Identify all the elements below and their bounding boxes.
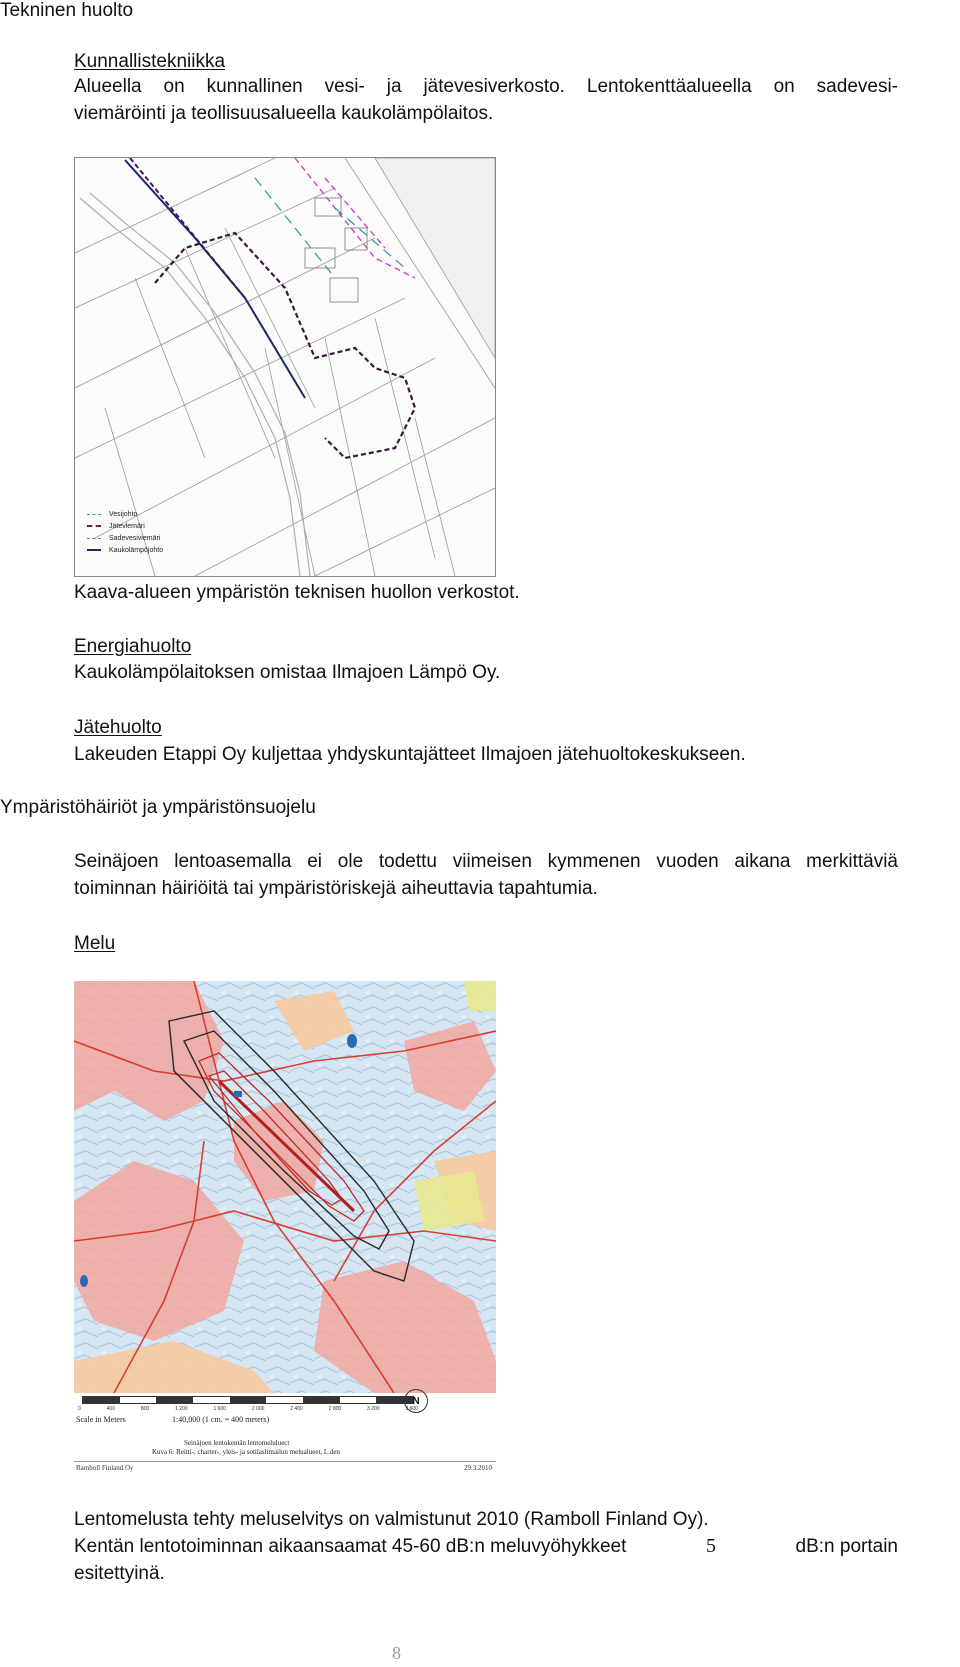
noise-map-company: Ramboll Finland Oy [76,1464,134,1472]
noise-map-drawing [74,981,496,1393]
scale-tick: 1 200 [175,1406,188,1412]
legend-label: Sadevesiviemäri [109,534,161,542]
scale-label: Scale in Meters [76,1415,126,1424]
scale-ticks [78,1406,418,1412]
legend-item-stormwater [87,532,207,544]
scale-tick: 2 800 [328,1406,342,1412]
energy-text: Kaukolämpölaitoksen omistaa Ilmajoen Lämpö Oy. [74,662,501,683]
subheading-kunnallistekniikka: Kunnallistekniikka [74,51,226,72]
legend-label: Vesijohto [109,510,138,518]
network-map-figure [74,157,496,577]
environment-text-line1: Seinäjoen lentoasemalla ei ole todettu viimeisen kymmenen vuoden aikana merkittäviä [74,851,898,872]
subheading-energiahuolto: Energiahuolto [74,636,192,657]
network-map-caption: Kaava-alueen ympäristön teknisen huollon verkostot. [74,582,520,603]
noise-text-line2 [74,1533,898,1560]
legend-swatch [87,514,101,515]
noise-text-line2-number: 5 [705,1535,716,1557]
legend-swatch [87,525,101,527]
scale-tick: 0 [78,1406,81,1412]
legend-item-district-heating [87,544,207,556]
legend-label: Jätevlemäri [109,522,145,530]
north-label: N [412,1395,420,1407]
legend-item-wastewater [87,520,207,532]
noise-text-line3: esitettyinä. [74,1563,165,1584]
network-map-legend [87,508,207,556]
page-number: 8 [392,1643,401,1663]
noise-map-footer [74,1393,496,1473]
north-arrow-icon [404,1389,428,1413]
legend-swatch [87,538,101,539]
noise-text-line2-c: dB:n portain [795,1536,898,1557]
subheading-jatehuolto: Jätehuolto [74,717,162,738]
heading-ymparistohairiot: Ympäristöhäiriöt ja ympäristönsuojelu [0,797,316,818]
scale-tick: 3 600 [405,1406,418,1412]
legend-label: Kaukolämpöjohto [109,546,164,554]
scale-bar [82,1396,414,1404]
scale-tick: 400 [106,1406,115,1412]
noise-map-title: Seinäjoen lentokentän lentomeluluect [184,1439,290,1447]
environment-text-line2: toiminnan häiriöitä tai ympäristöriskejä aiheuttavia tapahtumia. [74,878,598,899]
heading-tekninen-huolto: Tekninen huolto [0,0,134,21]
municipal-text-line2: viemäröinti ja teollisuusalueella kaukolämpölaitos. [74,103,494,124]
scale-tick: 800 [140,1406,150,1412]
scale-tick: 2 400 [290,1406,303,1412]
noise-map-subtitle: Kuva 6: Reitti-, charter-, yleis- ja sotilaslimailun melualueet, L.den [152,1448,341,1456]
noise-text-line1: Lentomelusta tehty meluselvitys on valmistunut 2010 (Ramboll Finland Oy). [74,1509,709,1530]
waste-text: Lakeuden Etappi Oy kuljettaa yhdyskuntajätteet Ilmajoen jätehuoltokeskukseen. [74,744,746,765]
scale-tick: 3 200 [367,1406,380,1412]
scale-tick: 2 000 [251,1406,265,1412]
municipal-text-line1: Alueella on kunnallinen vesi- ja jätevesiverkosto. Lentokenttäalueella on sadevesi- [74,76,898,97]
legend-swatch [87,549,101,551]
scale-tick: 1 600 [213,1406,226,1412]
legend-item-water [87,508,207,520]
scale-ratio: 1:40,000 (1 cm. = 400 meters) [172,1415,270,1424]
noise-map-figure [74,981,496,1473]
noise-text-line2-a: Kentän lentotoiminnan aikaansaamat 45-60 dB:n meluvyöhykkeet [74,1536,627,1557]
noise-map-date: 29.3.2010 [464,1464,492,1472]
subheading-melu: Melu [74,933,116,954]
